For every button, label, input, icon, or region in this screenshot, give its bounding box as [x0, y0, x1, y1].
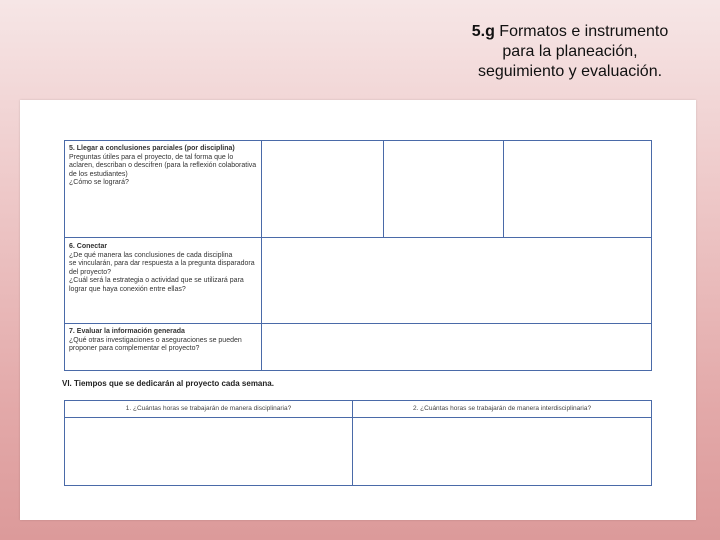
- row-text-line: ¿De qué manera las conclusiones de cada disciplina: [69, 251, 233, 259]
- document-sheet: [20, 100, 696, 520]
- column-header-disciplinary: 1. ¿Cuántas horas se trabajarán de manera disciplinaria?: [125, 405, 292, 412]
- table-row-conclusions: [65, 143, 261, 237]
- row-text-line: se vincularán, para dar respuesta a la pregunta disparadora: [69, 260, 255, 268]
- table-row-evaluate: [65, 326, 261, 370]
- row-heading: 6. Conectar: [69, 243, 108, 250]
- time-table: [64, 400, 652, 486]
- slide-title-line1: Formatos e instrumento: [494, 23, 669, 40]
- row-heading: 5. Llegar a conclusiones parciales (por disciplina): [69, 145, 235, 152]
- row-text-line: lograr que haya conexión entre ellas?: [69, 285, 186, 293]
- row-text-line: ¿Cuál será la estrategia o actividad que se utilizará para: [69, 277, 244, 285]
- row-text-line: ¿Cómo se logrará?: [69, 179, 129, 187]
- row-heading: 7. Evaluar la información generada: [69, 328, 185, 335]
- section-vi-heading: VI. Tiempos que se dedicarán al proyecto cada semana.: [62, 379, 274, 388]
- slide-title-line2: para la planeación,: [502, 43, 638, 60]
- slide-title-code: 5.g: [471, 23, 495, 40]
- planning-table: [64, 140, 652, 371]
- slide-title-line3: seguimiento y evaluación.: [477, 63, 663, 80]
- row-text-line: ¿Qué otras investigaciones o aseguraciones se pueden: [69, 336, 242, 344]
- row-text-line: proponer para complementar el proyecto?: [69, 345, 200, 353]
- column-header-interdisciplinary: 2. ¿Cuántas horas se trabajarán de manera interdisciplinaria?: [412, 405, 592, 412]
- slide-title: [430, 22, 710, 82]
- row-text-line: del proyecto?: [69, 268, 112, 276]
- table-row-connect: [65, 241, 261, 323]
- row-text-line: aclaren, describan o descifren (para la reflexión colaborativa: [69, 162, 257, 170]
- row-text-line: de los estudiantes): [69, 170, 128, 178]
- row-text-line: Preguntas útiles para el proyecto, de tal forma que lo: [69, 153, 234, 161]
